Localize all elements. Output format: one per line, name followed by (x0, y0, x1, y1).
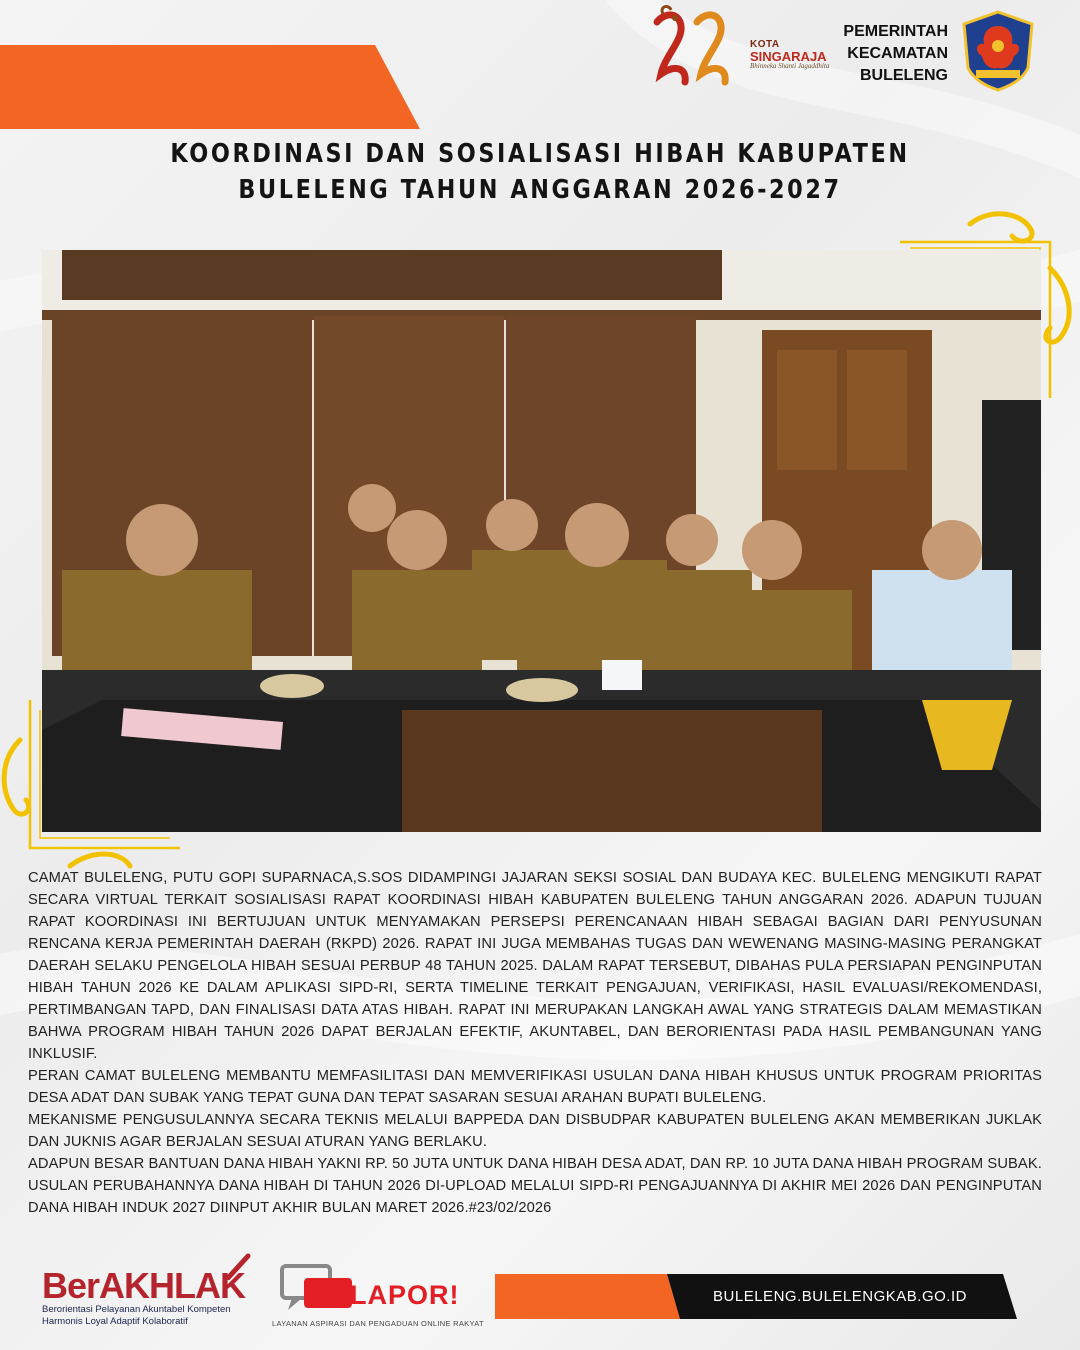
paragraph: USULAN PERUBAHANNYA DANA HIBAH DI TAHUN 2026 DI-UPLOAD MELALUI SIPD-RI PENGAJUANNYA DI AKHIR MEI 2026 DAN PENGINPUTAN DANA HIBAH INDUK 2027 DIINPUT AKHIR BULAN MARET 2026.#23/02/2026 (28, 1178, 1042, 1216)
lapor-logo (272, 1262, 484, 1332)
gov-line-2: KECAMATAN (847, 45, 948, 62)
kota-tagline: Bhinneka Shanti Jagaddhita (750, 62, 830, 70)
page-title (76, 136, 1005, 208)
buleleng-emblem-icon (956, 8, 1040, 92)
paragraph: ADAPUN BESAR BANTUAN DANA HIBAH YAKNI RP. 50 JUTA UNTUK DANA HIBAH DESA ADAT, DAN RP. 10 JUTA DANA HIBAH PROGRAM SUBAK. (28, 1156, 1042, 1172)
title-line-2: BULELENG TAHUN ANGGARAN 2026-2027 (238, 175, 842, 205)
footer-accent (495, 1274, 680, 1319)
lapor-chat-icon (278, 1262, 358, 1314)
berakhlak-wordmark: BerAKHLAK (42, 1265, 246, 1306)
website-link[interactable]: BULELENG.BULELENGKAB.GO.ID (713, 1288, 967, 1305)
berakhlak-line-2: Harmonis Loyal Adaptif Kolaboratif (42, 1316, 188, 1327)
gov-line-3: BULELENG (860, 67, 948, 84)
berakhlak-tagline (42, 1304, 231, 1328)
meeting-photo-icon (42, 250, 1041, 832)
meeting-photo (42, 250, 1041, 832)
paragraph: MEKANISME PENGUSULANNYA SECARA TEKNIS MELALUI BAPPEDA DAN DISBUDPAR KABUPATEN BULELENG AKAN MEMBERIKAN JUKLAK DAN JUKNIS AGAR BERJALAN SESUAI ATURAN YANG BERLAKU. (28, 1112, 1042, 1150)
lapor-tagline: LAYANAN ASPIRASI DAN PENGADUAN ONLINE RAKYAT (272, 1319, 484, 1328)
berakhlak-line-1: Berorientasi Pelayanan Akuntabel Kompeten (42, 1304, 231, 1315)
header-accent-bar (0, 45, 420, 129)
gov-line-1: PEMERINTAH (843, 23, 948, 40)
footer-url-bar (495, 1274, 1017, 1319)
paragraph: PERAN CAMAT BULELENG MEMBANTU MEMFASILITASI DAN MEMVERIFIKASI USULAN DANA HIBAH KHUSUS UNTUK PROGRAM PRIORITAS DESA ADAT DAN SUBAK YANG TEPAT GUNA DAN TEPAT SASARAN SESUAI ARAHAN BUPATI BULELENG. (28, 1068, 1042, 1106)
berakhlak-logo (42, 1252, 252, 1332)
title-line-1: KOORDINASI DAN SOSIALISASI HIBAH KABUPATEN (170, 139, 910, 169)
article-body (28, 867, 1042, 1219)
paragraph: CAMAT BULELENG, PUTU GOPI SUPARNACA,S.SOS DIDAMPINGI JAJARAN SEKSI SOSIAL DAN BUDAYA KEC. BULELENG MENGIKUTI RAPAT SECARA VIRTUAL TERKAIT SOSIALISASI RAPAT KOORDINASI HIBAH KABUPATEN BULELENG TAHUN ANGGARAN 2026. ADAPUN TUJUAN RAPAT KOORDINASI INI BERTUJUAN UNTUK MENYAMAKAN PERSEPSI PERENCANAAN HIBAH SEBAGAI BAGIAN DARI PENYUSUNAN RENCANA KERJA PEMERINTAH DAERAH (RKPD) 2026. RAPAT INI JUGA MEMBAHAS TUGAS DAN WEWENANG MASING-MASING PERANGKAT DAERAH SELAKU PENGELOLA HIBAH SESUAI PERBUP 48 TAHUN 2025. DALAM RAPAT TERSEBUT, DIBAHAS PULA PERSIAPAN PENGINPUTAN HIBAH TAHUN 2026 KE DALAM APLIKASI SIPD-RI, SERTA TIMELINE TERKAIT PENGAJUAN, VERIFIKASI, HASIL EVALUASI/REKOMENDASI, PERTIMBANGAN TAPD, DAN FINALISASI DATA ATAS HIBAH. RAPAT INI MERUPAKAN LANGKAH AWAL YANG STRATEGIS DALAM MEMASTIKAN BAHWA PROGRAM HIBAH TAHUN 2026 DAPAT BERJALAN EFEKTIF, AKUNTABEL, DAN BERORIENTASI PADA HASIL PEMBANGUNAN YANG INKLUSIF. (28, 870, 1042, 1062)
government-name (802, 21, 948, 87)
kota-label: KOTA (750, 39, 780, 50)
singaraja-label: SINGARAJA (750, 49, 827, 64)
lapor-wordmark: LAPOR! (350, 1280, 460, 1310)
